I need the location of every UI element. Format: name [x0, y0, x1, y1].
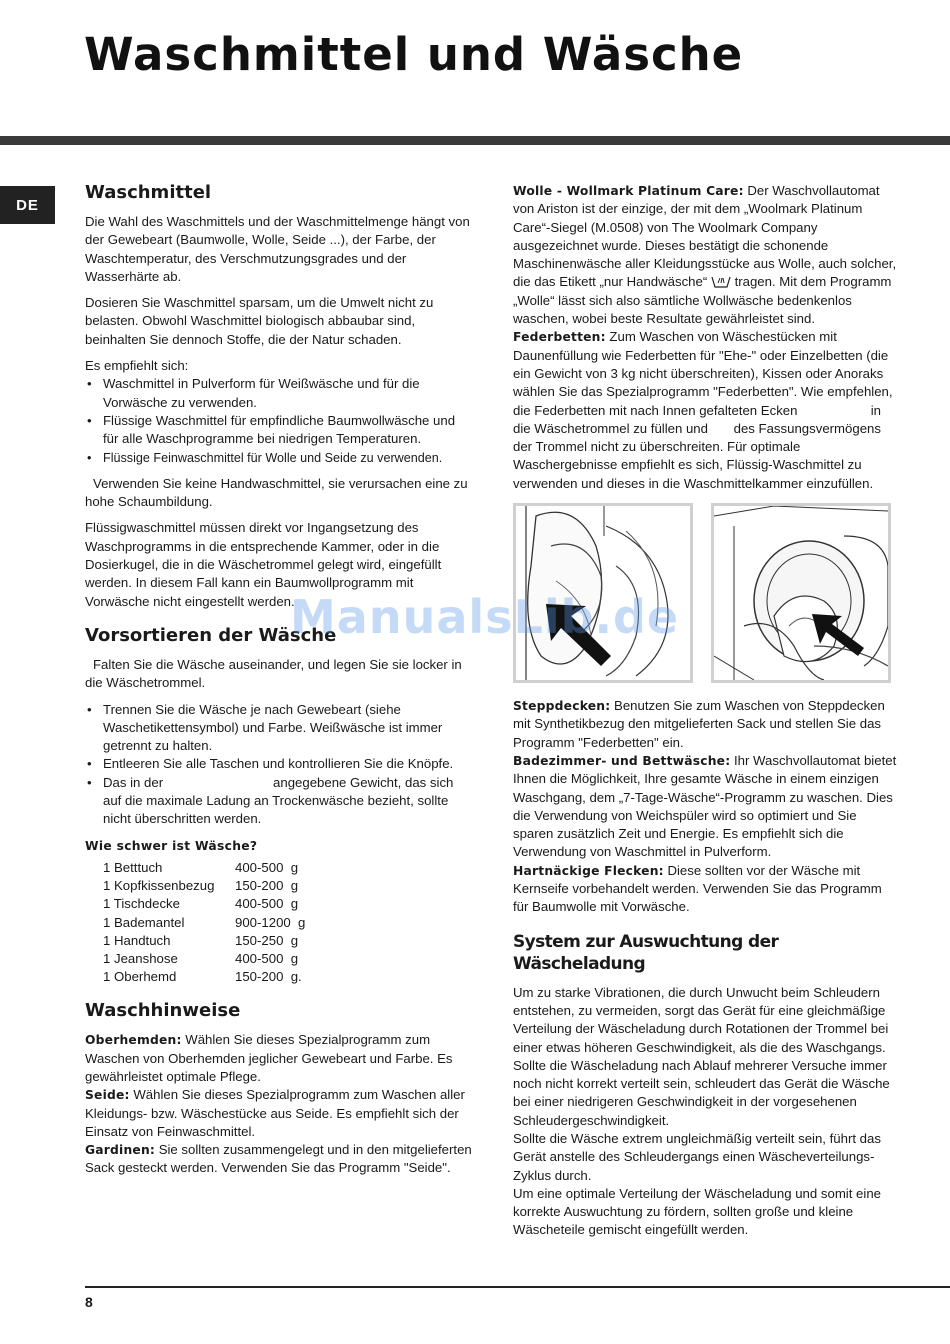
paragraph: Um zu starke Vibrationen, die durch Unwucht beim Schleudern entstehen, zu vermeiden, sorgt das Gerät für eine gleichmäßige Verteilung der Wäscheladung durch Rotationen der Trommel bei einer etwas höheren Geschwindigkeit, als die des Waschgangs. Sollte die Wäscheladung nach Ablauf mehrerer Versuche immer noch nicht korrekt verteilt sein, schleudert das Gerät die Wäsche bei einer niedrigeren Geschwindigkeit in der vorgesehenen Schleudergeschwindigkeit.: [513, 984, 890, 1128]
section-title-waschmittel: Waschmittel: [85, 182, 212, 203]
paragraph: Dosieren Sie Waschmittel sparsam, um die Umwelt nicht zu belasten. Obwohl Waschmittel biologisch abbaubar sind, beinhalten Sie dennoch Stoffe, die der Natur schaden.: [85, 295, 434, 347]
tip-badezimmer: Badezimmer- und Bettwäsche: Ihr Waschvollautomat bietet Ihnen die Möglichkeit, Ihre gesamte Wäsche in einem einzigen Waschgang, dem „7-Tage-Wäsche“-Programm zu waschen. Dies die Verwendung von Weichspüler wird so optimiert und Sie sparen zusätzlich Zeit und Energie. Es empfiehlt sich die Verwendung von Waschmittel in Pulverform.: [513, 752, 897, 860]
table-row: 1 Jeanshose 400-500 g: [103, 950, 299, 966]
right-column: [513, 182, 898, 1240]
tip-flecken: Hartnäckige Flecken: Diese sollten vor der Wäsche mit Kernseife vorbehandelt werden. Verwenden Sie das Programm für Baumwolle mit Vorwäsche.: [513, 862, 882, 915]
left-column: [85, 182, 473, 1178]
paragraph: Die Wahl des Waschmittels und der Waschmittelmenge hängt von der Gewebeart (Baumwolle, Wolle, Seide ...), der Farbe, der Waschtemperatur, des Verschmutzungsgrades und der Wasserhärte ab.: [85, 214, 470, 284]
paragraph: Sollte die Wäsche extrem ungleichmäßig verteilt sein, führt das Gerät anstelle des Schleudergangs einen Wäscheverteilungs-Zyklus durch.: [513, 1130, 881, 1183]
list-item: • Flüssige Feinwaschmittel für Wolle und Seide zu verwenden.: [85, 449, 473, 467]
page-number: 8: [85, 1294, 93, 1310]
table-row: 1 Bademantel 900-1200 g: [103, 914, 306, 930]
page-title: Waschmittel und Wäsche: [84, 28, 744, 81]
tip-wolle: Wolle - Wollmark Platinum Care: Der Waschvollautomat von Ariston ist der einzige, der mit dem „Woolmark Platinum Care“-Siegel (M.0508) von The Woolmark Company ausgezeichnet wurde. Dieses bestätigt die schonende Maschinenwäsche aller Kleidungsstücke aus Wolle, auch solcher, die das Etikett „nur Handwäsche“ tragen. Mit dem Programm „Wolle“ lässt sich also sämtliche Wollwäsche bedenkenlos waschen, wobei beste Resultate gewährleistet sind.: [513, 183, 897, 327]
tip-gardinen: Gardinen: Sie sollten zusammengelegt und in den mitgelieferten Sack gesteckt werden. Verwenden Sie das Programm "Seide".: [85, 1142, 472, 1176]
table-row: 1 Betttuch 400-500 g: [103, 859, 299, 875]
paragraph: Verwenden Sie keine Handwaschmittel, sie verursachen eine zu hohe Schaumbildung.: [85, 475, 468, 510]
language-tab: DE: [0, 186, 55, 224]
table-row: 1 Handtuch 150-250 g: [103, 932, 299, 948]
bullet-list: [85, 375, 473, 466]
weights-title: Wie schwer ist Wäsche?: [85, 838, 258, 853]
paragraph: Flüssigwaschmittel müssen direkt vor Ingangsetzung des Waschprogramms in die entsprechende Kammer, oder in die Dosierkugel, die in die Wäschetrommel gelegt wird, eingefüllt werden. In diesem Fall kann ein Baumwollprogramm mit Vorwäsche nicht eingestellt werden.: [85, 520, 442, 609]
handwash-icon: [711, 275, 731, 288]
bullet-list: [85, 701, 473, 829]
section-title-waschhinweise: Waschhinweise: [85, 1000, 241, 1022]
table-row: 1 Oberhemd 150-200 g.: [103, 969, 302, 985]
paragraph: Um eine optimale Verteilung der Wäscheladung und somit eine korrekte Auswuchtung zu fördern, sollten große und kleine Wäscheteile gemischt eingefüllt werden.: [513, 1185, 881, 1238]
list-item: • Entleeren Sie alle Taschen und kontrollieren Sie die Knöpfe.: [85, 755, 473, 773]
watermark: ManualsLib.de: [290, 590, 680, 644]
list-item: • Flüssige Waschmittel für empfindliche Baumwollwäsche und für alle Waschprogramme bei niedrigen Temperaturen.: [85, 412, 473, 449]
footer-rule: [85, 1286, 950, 1288]
weights-table: [103, 859, 305, 986]
illustration-drum-duvet: [711, 503, 891, 683]
tip-seide: Seide: Wählen Sie dieses Spezialprogramm zum Waschen aller Kleidungs- bzw. Wäschestücke aus Seide. Es empfiehlt sich der Einsatz von Feinwaschmittel.: [85, 1087, 465, 1139]
list-item: • Waschmittel in Pulverform für Weißwäsche und für die Vorwäsche zu verwenden.: [85, 375, 473, 412]
section-title-auswuchtung: System zur Auswuchtung der Wäscheladung: [513, 931, 779, 974]
tip-oberhemden: Oberhemden: Wählen Sie dieses Spezialprogramm zum Waschen von Oberhemden jeglicher Gewebeart und Farbe. Es gewährleistet optimale Pflege.: [85, 1032, 453, 1084]
paragraph: Falten Sie die Wäsche auseinander, und legen Sie sie locker in die Wäschetrommel.: [85, 656, 462, 691]
section-title-vorsortieren: Vorsortieren der Wäsche: [85, 624, 337, 646]
list-item: • Trennen Sie die Wäsche je nach Gewebeart (siehe Waschetikettensymbol) und Farbe. Weißwäsche ist immer getrennt zu halten.: [85, 701, 473, 756]
table-row: 1 Kopfkissenbezug 150-200 g: [103, 878, 299, 894]
table-row: 1 Tischdecke 400-500 g: [103, 896, 299, 912]
tip-federbetten: Federbetten: Zum Waschen von Wäschestücken mit Daunenfüllung wie Federbetten für "Ehe-" oder Einzelbetten (die ein Gewicht von 3 kg nicht überschreiten), Kissen oder Anoraks wählen Sie das Spezialprogramm "Federbetten". Wie empfehlen, die Federbetten mit nach Innen gefalteten Ecken in die Wäschetrommel zu füllen und des Fassungsvermögens der Trommel nicht zu überschreiten. Für optimale Waschergebnisse empfiehlt es sich, Flüssig-Waschmittel zu verwenden und dieses in die Waschmittelkammer einzufüllen.: [513, 329, 897, 491]
tip-steppdecken: Steppdecken: Benutzen Sie zum Waschen von Steppdecken mit Synthetikbezug den mitgelieferten Sack und stellen Sie das Programm "Federbetten" ein.: [513, 698, 885, 750]
list-item: • Das in der angegebene Gewicht, das sich auf die maximale Ladung an Trockenwäsche bezieht, sollte nicht überschritten werden.: [85, 774, 473, 829]
paragraph: Es empfiehlt sich:: [85, 358, 189, 374]
header-rule: [0, 136, 950, 145]
